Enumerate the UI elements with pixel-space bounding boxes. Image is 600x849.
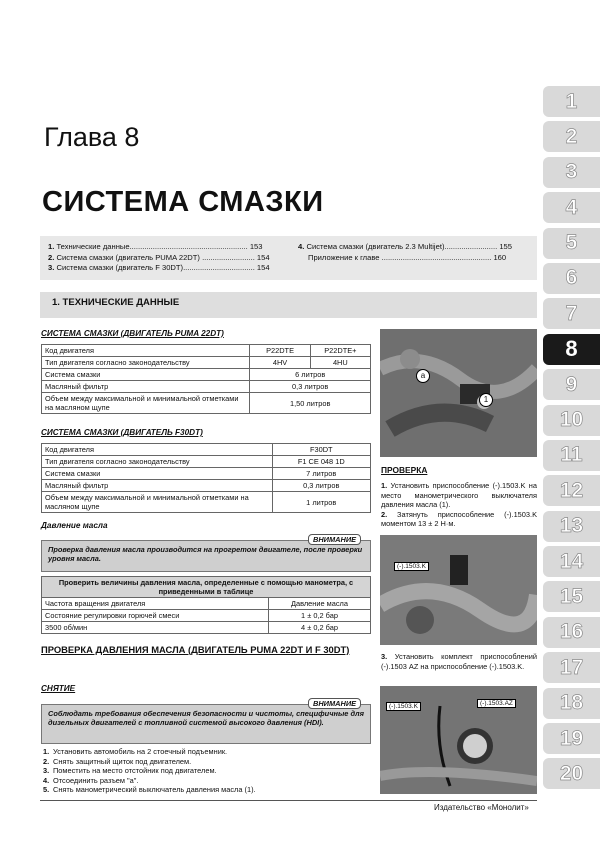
publisher-footer: Издательство «Монолит» — [434, 803, 529, 812]
chapter-tab-5[interactable]: 5 — [543, 228, 600, 259]
engine-photo-2 — [380, 535, 537, 645]
toc-left — [48, 242, 270, 274]
f30-heading: СИСТЕМА СМАЗКИ (ДВИГАТЕЛЬ F30DT) — [41, 428, 203, 437]
chapter-tabs — [543, 86, 600, 794]
callout-a: a — [416, 369, 430, 383]
list-item: 3. Поместить на место отстойник под двигателем. — [43, 766, 217, 776]
attention-badge: ВНИМАНИЕ — [308, 534, 361, 545]
chapter-tab-2[interactable]: 2 — [543, 121, 600, 152]
chapter-tab-17[interactable]: 17 — [543, 652, 600, 683]
chapter-tab-4[interactable]: 4 — [543, 192, 600, 223]
chapter-tab-20[interactable]: 20 — [543, 758, 600, 789]
pressure-note: Проверка давления масла производится на прогретом двигателе, после проверки уровня масла. — [41, 540, 371, 572]
check-heading: ПРОВЕРКА — [381, 465, 428, 475]
chapter-tab-19[interactable]: 19 — [543, 723, 600, 754]
list-item: 1. Установить приспособление (-).1503.K на место манометрического выключателя давления масла (1). — [381, 481, 537, 509]
table-row: Код двигателя F30DT — [42, 444, 371, 456]
chapter-tab-13[interactable]: 13 — [543, 511, 600, 542]
chapter-tab-14[interactable]: 14 — [543, 546, 600, 577]
tool-label: (-).1503.K — [394, 562, 429, 571]
table-row: Тип двигателя согласно законодательству 4HV 4HU — [42, 357, 371, 369]
section-heading: 1. ТЕХНИЧЕСКИЕ ДАННЫЕ — [52, 297, 180, 308]
footer-rule — [40, 800, 537, 801]
chapter-tab-11[interactable]: 11 — [543, 440, 600, 471]
table-row: Код двигателя P22DTE P22DTE+ — [42, 345, 371, 357]
table-row: Состояние регулировки горючей смеси 1 ± 0,2 бар — [42, 610, 371, 622]
chapter-tab-12[interactable]: 12 — [543, 475, 600, 506]
engine-photo-2-drawing — [380, 535, 537, 645]
toc-item: 3. Система смазки (двигатель F 30DT).................................. 154 — [48, 263, 270, 272]
chapter-tab-18[interactable]: 18 — [543, 688, 600, 719]
engine-photo-1-drawing — [380, 329, 537, 457]
tool-label: (-).1503.K — [386, 702, 421, 711]
toc-right — [298, 242, 512, 263]
table-row: Проверить величины давления масла, определенные с помощью манометра, с приведенными в таблице — [42, 577, 371, 598]
table-row: Масляный фильтр 0,3 литров — [42, 480, 371, 492]
chapter-tab-7[interactable]: 7 — [543, 298, 600, 329]
engine-photo-3 — [380, 686, 537, 794]
callout-1: 1 — [479, 393, 493, 407]
chapter-tab-6[interactable]: 6 — [543, 263, 600, 294]
table-row: Объем между максимальной и минимальной отметками на масляном щупе 1 литров — [42, 492, 371, 513]
chapter-label: Глава 8 — [44, 122, 140, 152]
check-steps — [381, 481, 537, 529]
toc-item: 4. Система смазки (двигатель 2.3 Multijet)......................... 155 — [298, 242, 512, 251]
chapter-tab-10[interactable]: 10 — [543, 405, 600, 436]
toc-item: 1. Технические данные........................................................ 153 — [48, 242, 263, 251]
table-of-contents — [40, 236, 537, 280]
puma-heading: СИСТЕМА СМАЗКИ (ДВИГАТЕЛЬ PUMA 22DT) — [41, 329, 224, 338]
list-item: 5. Снять манометрический выключатель давления масла (1). — [43, 785, 256, 795]
tool-label: (-).1503.AZ — [477, 699, 516, 708]
attention-badge: ВНИМАНИЕ — [308, 698, 361, 709]
chapter-tab-16[interactable]: 16 — [543, 617, 600, 648]
check-pressure-heading: ПРОВЕРКА ДАВЛЕНИЯ МАСЛА (ДВИГАТЕЛЬ PUMA 22DT И F 30DT) — [41, 644, 350, 655]
table-row: Объем между максимальной и минимальной отметками на масляном щупе 1,50 литров — [42, 393, 371, 414]
removal-steps — [43, 747, 256, 795]
f30-spec-table — [41, 443, 371, 513]
table-row: Система смазки 7 литров — [42, 468, 371, 480]
table-row: Частота вращения двигателя Давление масла — [42, 598, 371, 610]
toc-item: 2. Система смазки (двигатель PUMA 22DT) ......................... 154 — [48, 252, 270, 262]
table-row: 3500 об/мин 4 ± 0,2 бар — [42, 622, 371, 634]
list-item: 2. Снять защитный щиток под двигателем. — [43, 756, 192, 766]
pressure-heading: Давление масла — [41, 521, 108, 530]
removal-heading: СНЯТИЕ — [41, 684, 76, 693]
table-row: Тип двигателя согласно законодательству F1 CE 048 1D — [42, 456, 371, 468]
chapter-tab-9[interactable]: 9 — [543, 369, 600, 400]
table-row: Масляный фильтр 0,3 литров — [42, 381, 371, 393]
engine-photo-1 — [380, 329, 537, 457]
puma-spec-table — [41, 344, 371, 414]
step-3: 3. Установить комплект приспособлений (-).1503 AZ на приспособление (-).1503.K. — [381, 652, 537, 671]
chapter-tab-3[interactable]: 3 — [543, 157, 600, 188]
chapter-tab-15[interactable]: 15 — [543, 581, 600, 612]
list-item: 4. Отсоединить разъем "а". — [43, 775, 139, 785]
toc-item: Приложение к главе .................................................... 160 — [308, 252, 507, 262]
removal-note: Соблюдать требования обеспечения безопасности и чистоты, специфичные для дизельных двигателей с топливной системой высокого давления (HDI). — [41, 704, 371, 744]
page-title: СИСТЕМА СМАЗКИ — [42, 186, 324, 218]
list-item: 1. Установить автомобиль на 2 стоечный подъемник. — [43, 747, 228, 756]
chapter-tab-8[interactable]: 8 — [543, 334, 600, 365]
chapter-tab-1[interactable]: 1 — [543, 86, 600, 117]
table-row: Система смазки 6 литров — [42, 369, 371, 381]
list-item: 2. Затянуть приспособление (-).1503.K моментом 13 ± 2 Н·м. — [381, 509, 537, 528]
pressure-table — [41, 576, 371, 634]
